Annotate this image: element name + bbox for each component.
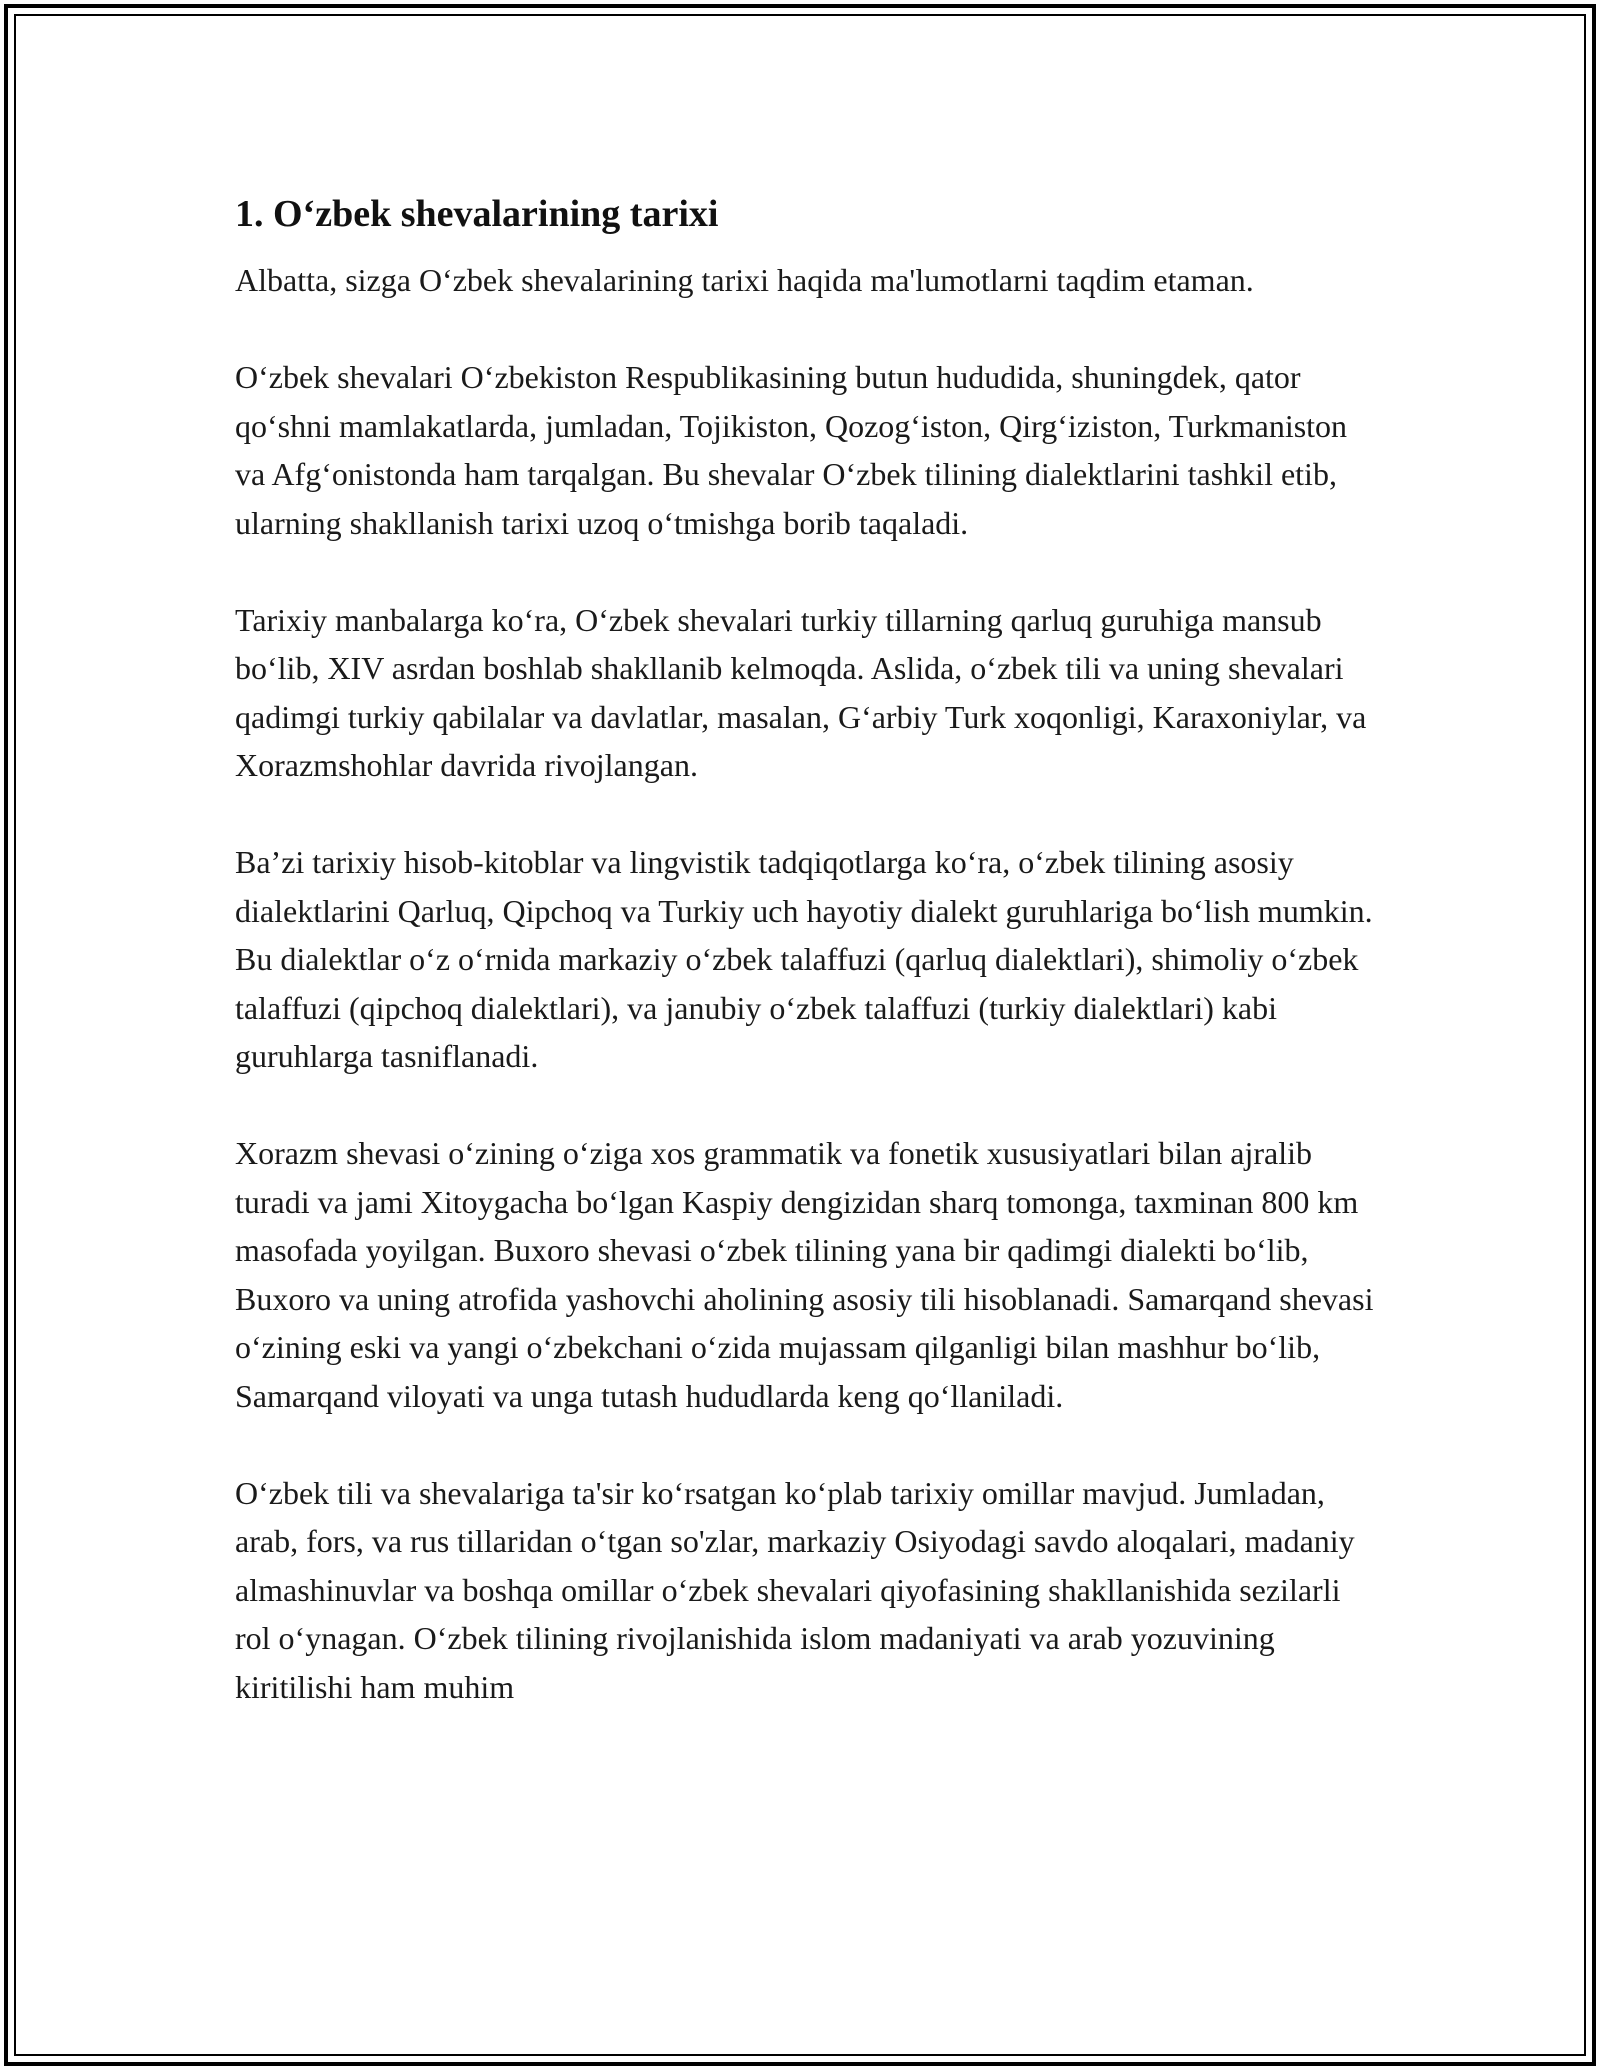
paragraph-intro: Albatta, sizga O‘zbek shevalarining tarixi haqida ma'lumotlarni taqdim etaman. <box>235 262 1254 298</box>
paragraph-historical-influences: O‘zbek tili va shevalariga ta'sir ko‘rsatgan ko‘plab tarixiy omillar mavjud. Jumladan, arab, fors, va rus tillaridan o‘tgan so'zlar, markaziy Osiyodagi savdo aloqalari, madaniy almashinuvlar va boshqa omillar o‘zbek shevalari qiyofasining shakllanishida sezilarli rol o‘ynagan. O‘zbek tilining rivojlanishida islom madaniyati va arab yozuvining kiritilishi ham muhim <box>235 1474 1355 1705</box>
document-body <box>235 188 1375 1760</box>
paragraph-historical-sources: Tarixiy manbalarga ko‘ra, O‘zbek shevalari turkiy tillarning qarluq guruhiga mansub bo‘lib, XIV asrdan boshlab shakllanib kelmoqda. Aslida, o‘zbek tili va uning shevalari qadimgi turkiy qabilalar va davlatlar, masalan, G‘arbiy Turk xoqonligi, Karaxoniylar, va Xorazmshohlar davrida rivojlangan. <box>235 601 1367 783</box>
paragraph-distribution: O‘zbek shevalari O‘zbekiston Respublikasining butun hududida, shuningdek, qator qo‘shni mamlakatlarda, jumladan, Tojikiston, Qozog‘iston, Qirg‘iziston, Turkmaniston va Afg‘onistonda ham tarqalgan. Bu shevalar O‘zbek tilining dialektlarini tashkil etib, ularning shakllanish tarixi uzoq o‘tmishga borib taqaladi. <box>235 359 1348 541</box>
section-heading: 1. O‘zbek shevalarining tarixi <box>235 193 719 235</box>
paragraph-dialect-groups: Ba’zi tarixiy hisob-kitoblar va lingvistik tadqiqotlarga ko‘ra, o‘zbek tilining asosiy dialektlarini Qarluq, Qipchoq va Turkiy uch hayotiy dialekt guruhlariga bo‘lish mumkin. Bu dialektlar o‘z o‘rnida markaziy o‘zbek talaffuzi (qarluq dialektlari), shimoliy o‘zbek talaffuzi (qipchoq dialektlari), va janubiy o‘zbek talaffuzi (turkiy dialektlari) kabi guruhlarga tasniflanadi. <box>235 844 1373 1074</box>
paragraph-regional-dialects: Xorazm shevasi o‘zining o‘ziga xos grammatik va fonetik xususiyatlari bilan ajralib turadi va jami Xitoygacha bo‘lgan Kaspiy dengizidan sharq tomonga, taxminan 800 km masofada yoyilgan. Buxoro shevasi o‘zbek tilining yana bir qadimgi dialekti bo‘lib, Buxoro va uning atrofida yashovchi aholining asosiy tili hisoblanadi. Samarqand shevasi o‘zining eski va yangi o‘zbekchani o‘zida mujassam qilganligi bilan mashhur bo‘lib, Samarqand viloyati va unga tutash hududlarda keng qo‘llaniladi. <box>235 1135 1374 1414</box>
